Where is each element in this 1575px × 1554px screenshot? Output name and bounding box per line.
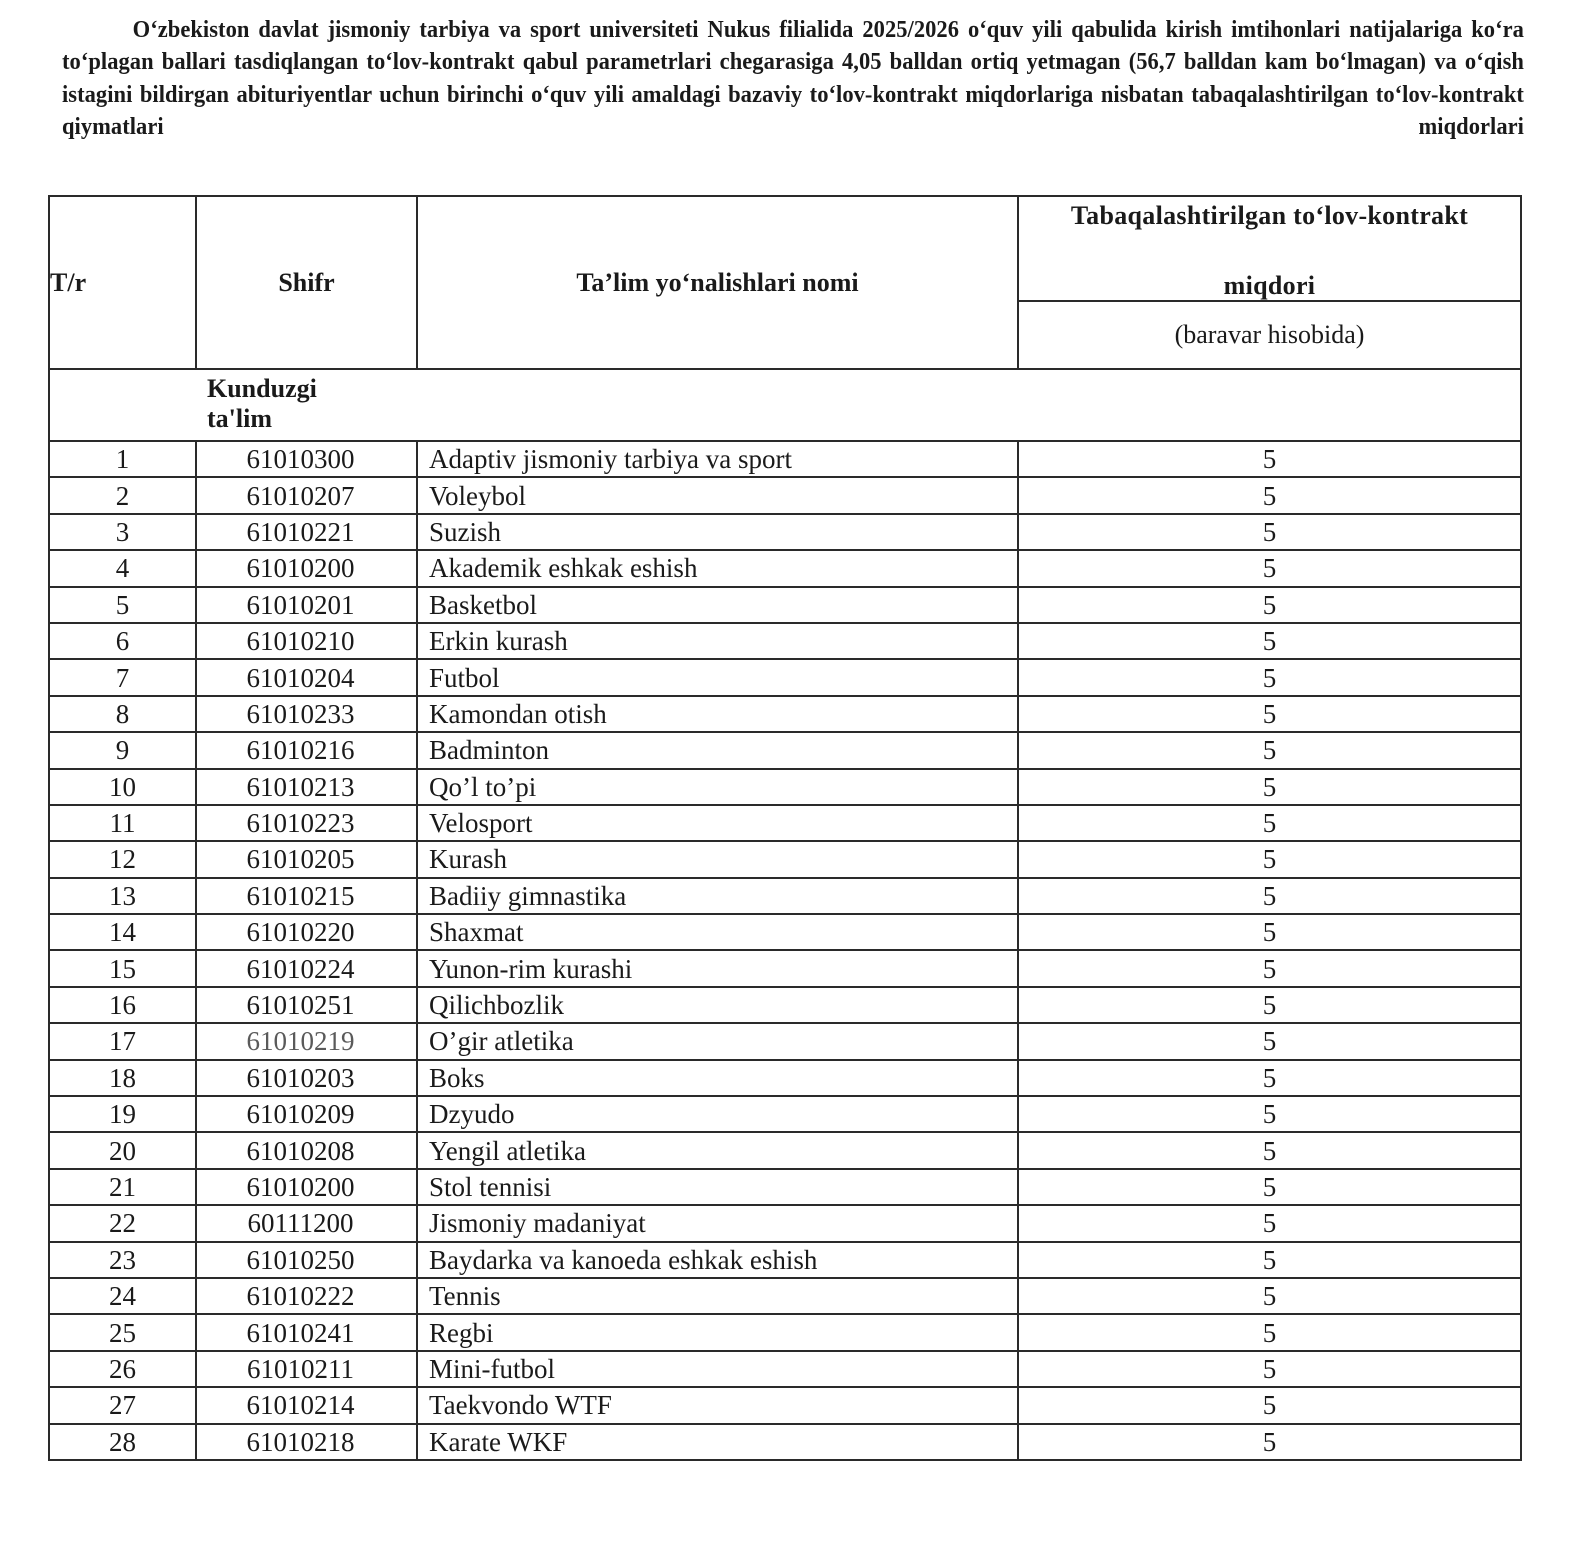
table-row bbox=[49, 623, 1521, 659]
contract-multiplier: 5 bbox=[1018, 1424, 1521, 1460]
program-name: Voleybol bbox=[417, 477, 1018, 513]
contract-multiplier: 5 bbox=[1018, 623, 1521, 659]
program-code: 61010200 bbox=[196, 1169, 417, 1205]
table-row bbox=[49, 1314, 1521, 1350]
contract-multiplier: 5 bbox=[1018, 1278, 1521, 1314]
table-row bbox=[49, 1424, 1521, 1460]
contract-multiplier: 5 bbox=[1018, 1023, 1521, 1059]
program-name: Regbi bbox=[417, 1314, 1018, 1350]
contract-multiplier: 5 bbox=[1018, 514, 1521, 550]
program-name: Mini-futbol bbox=[417, 1351, 1018, 1387]
group-label-line2: ta'lim bbox=[207, 404, 272, 433]
program-name: Qilichbozlik bbox=[417, 987, 1018, 1023]
row-number: 28 bbox=[49, 1424, 196, 1460]
program-name: Tennis bbox=[417, 1278, 1018, 1314]
row-number: 11 bbox=[49, 805, 196, 841]
row-number: 2 bbox=[49, 477, 196, 513]
contract-multiplier: 5 bbox=[1018, 769, 1521, 805]
table-row bbox=[49, 1060, 1521, 1096]
table-header bbox=[49, 196, 1521, 369]
table-row bbox=[49, 914, 1521, 950]
group-empty-cell bbox=[1018, 369, 1521, 441]
row-number: 20 bbox=[49, 1132, 196, 1168]
program-code: 61010215 bbox=[196, 878, 417, 914]
contract-multiplier: 5 bbox=[1018, 841, 1521, 877]
program-name: O’gir atletika bbox=[417, 1023, 1018, 1059]
table-row bbox=[49, 805, 1521, 841]
contract-multiplier: 5 bbox=[1018, 696, 1521, 732]
group-label bbox=[196, 369, 417, 441]
program-name: Futbol bbox=[417, 659, 1018, 695]
row-number: 9 bbox=[49, 732, 196, 768]
program-code: 61010250 bbox=[196, 1242, 417, 1278]
row-number: 15 bbox=[49, 950, 196, 986]
program-code: 61010216 bbox=[196, 732, 417, 768]
program-code: 61010222 bbox=[196, 1278, 417, 1314]
program-code: 61010251 bbox=[196, 987, 417, 1023]
table-row bbox=[49, 696, 1521, 732]
program-code: 61010220 bbox=[196, 914, 417, 950]
row-number: 22 bbox=[49, 1205, 196, 1241]
program-name: Basketbol bbox=[417, 587, 1018, 623]
program-name: Jismoniy madaniyat bbox=[417, 1205, 1018, 1241]
table-row bbox=[49, 1278, 1521, 1314]
row-number: 23 bbox=[49, 1242, 196, 1278]
program-code: 61010233 bbox=[196, 696, 417, 732]
program-code: 61010223 bbox=[196, 805, 417, 841]
table-row bbox=[49, 1096, 1521, 1132]
contract-multiplier: 5 bbox=[1018, 1351, 1521, 1387]
table-row bbox=[49, 587, 1521, 623]
table-row bbox=[49, 987, 1521, 1023]
program-code: 61010214 bbox=[196, 1387, 417, 1423]
header-contract-amount bbox=[1018, 196, 1521, 301]
program-name: Dzyudo bbox=[417, 1096, 1018, 1132]
contract-multiplier: 5 bbox=[1018, 732, 1521, 768]
header-contract-amount-line1: Tabaqalashtirilgan to‘lov-kontrakt bbox=[1070, 201, 1469, 230]
contract-multiplier: 5 bbox=[1018, 587, 1521, 623]
program-name: Kamondan otish bbox=[417, 696, 1018, 732]
program-name: Stol tennisi bbox=[417, 1169, 1018, 1205]
row-number: 27 bbox=[49, 1387, 196, 1423]
program-name: Yengil atletika bbox=[417, 1132, 1018, 1168]
contract-multiplier: 5 bbox=[1018, 1242, 1521, 1278]
contract-multiplier: 5 bbox=[1018, 441, 1521, 477]
program-name: Shaxmat bbox=[417, 914, 1018, 950]
table-row bbox=[49, 732, 1521, 768]
contract-amounts-table bbox=[48, 195, 1522, 1461]
row-number: 24 bbox=[49, 1278, 196, 1314]
row-number: 18 bbox=[49, 1060, 196, 1096]
program-code: 61010210 bbox=[196, 623, 417, 659]
program-name: Suzish bbox=[417, 514, 1018, 550]
group-empty-cell bbox=[49, 369, 196, 441]
row-number: 19 bbox=[49, 1096, 196, 1132]
contract-multiplier: 5 bbox=[1018, 1132, 1521, 1168]
group-row-daytime bbox=[49, 369, 1521, 441]
row-number: 16 bbox=[49, 987, 196, 1023]
program-code: 60111200 bbox=[196, 1205, 417, 1241]
program-name: Akademik eshkak eshish bbox=[417, 550, 1018, 586]
program-name: Erkin kurash bbox=[417, 623, 1018, 659]
contract-multiplier: 5 bbox=[1018, 1314, 1521, 1350]
table-row bbox=[49, 659, 1521, 695]
row-number: 4 bbox=[49, 550, 196, 586]
program-code: 61010221 bbox=[196, 514, 417, 550]
contract-multiplier: 5 bbox=[1018, 950, 1521, 986]
contract-multiplier: 5 bbox=[1018, 1169, 1521, 1205]
table-row bbox=[49, 550, 1521, 586]
row-number: 7 bbox=[49, 659, 196, 695]
row-number: 21 bbox=[49, 1169, 196, 1205]
table-row bbox=[49, 1023, 1521, 1059]
contract-multiplier: 5 bbox=[1018, 1387, 1521, 1423]
header-contract-amount-line2: miqdori bbox=[1223, 271, 1316, 300]
row-number: 17 bbox=[49, 1023, 196, 1059]
program-name: Yunon-rim kurashi bbox=[417, 950, 1018, 986]
contract-multiplier: 5 bbox=[1018, 878, 1521, 914]
row-number: 12 bbox=[49, 841, 196, 877]
table-row bbox=[49, 1205, 1521, 1241]
table-row bbox=[49, 841, 1521, 877]
program-name: Taekvondo WTF bbox=[417, 1387, 1018, 1423]
table-row bbox=[49, 477, 1521, 513]
program-code: 61010224 bbox=[196, 950, 417, 986]
table-row bbox=[49, 1132, 1521, 1168]
contract-multiplier: 5 bbox=[1018, 659, 1521, 695]
contract-multiplier: 5 bbox=[1018, 1205, 1521, 1241]
program-code: 61010207 bbox=[196, 477, 417, 513]
program-code: 61010213 bbox=[196, 769, 417, 805]
contract-multiplier: 5 bbox=[1018, 805, 1521, 841]
header-shifr: Shifr bbox=[196, 196, 417, 369]
contract-multiplier: 5 bbox=[1018, 1096, 1521, 1132]
row-number: 10 bbox=[49, 769, 196, 805]
row-number: 1 bbox=[49, 441, 196, 477]
program-name: Qo’l to’pi bbox=[417, 769, 1018, 805]
program-name: Kurash bbox=[417, 841, 1018, 877]
row-number: 25 bbox=[49, 1314, 196, 1350]
group-label-line1: Kunduzgi bbox=[207, 374, 317, 403]
row-number: 13 bbox=[49, 878, 196, 914]
row-number: 5 bbox=[49, 587, 196, 623]
program-name: Karate WKF bbox=[417, 1424, 1018, 1460]
table-row bbox=[49, 1351, 1521, 1387]
program-name: Boks bbox=[417, 1060, 1018, 1096]
group-empty-cell bbox=[417, 369, 1018, 441]
contract-multiplier: 5 bbox=[1018, 914, 1521, 950]
table-row bbox=[49, 1169, 1521, 1205]
row-number: 8 bbox=[49, 696, 196, 732]
table-row bbox=[49, 878, 1521, 914]
contract-multiplier: 5 bbox=[1018, 550, 1521, 586]
program-code: 61010218 bbox=[196, 1424, 417, 1460]
program-code: 61010200 bbox=[196, 550, 417, 586]
table-row bbox=[49, 1242, 1521, 1278]
document-title: O‘zbekiston davlat jismoniy tarbiya va sport universiteti Nukus filialida 2025/2026 o‘quv yili qabulida kirish imtihonlari natijalariga ko‘ra to‘plagan ballari tasdiqlangan to‘lov-kontrakt qabul parametrlari chegarasiga 4,05 balldan ortiq yetmagan (56,7 balldan kam bo‘lmagan) va o‘qish istagini bildirgan abituriyentlar uchun birinchi o‘quv yili amaldagi bazaviy to‘lov-kontrakt miqdorlariga nisbatan tabaqalashtirilgan to‘lov-kontrakt qiymatlari miqdorlari bbox=[62, 16, 1524, 141]
table-row bbox=[49, 1387, 1521, 1423]
contract-multiplier: 5 bbox=[1018, 477, 1521, 513]
program-code: 61010300 bbox=[196, 441, 417, 477]
row-number: 26 bbox=[49, 1351, 196, 1387]
contract-multiplier: 5 bbox=[1018, 987, 1521, 1023]
contract-multiplier: 5 bbox=[1018, 1060, 1521, 1096]
program-code: 61010219 bbox=[196, 1023, 417, 1059]
program-code: 61010201 bbox=[196, 587, 417, 623]
program-name: Velosport bbox=[417, 805, 1018, 841]
table-body bbox=[49, 369, 1521, 1460]
program-code: 61010208 bbox=[196, 1132, 417, 1168]
program-code: 61010203 bbox=[196, 1060, 417, 1096]
program-name: Baydarka va kanoeda eshkak eshish bbox=[417, 1242, 1018, 1278]
table-row bbox=[49, 950, 1521, 986]
program-code: 61010209 bbox=[196, 1096, 417, 1132]
program-name: Badiiy gimnastika bbox=[417, 878, 1018, 914]
program-name: Adaptiv jismoniy tarbiya va sport bbox=[417, 441, 1018, 477]
program-code: 61010204 bbox=[196, 659, 417, 695]
table-row bbox=[49, 514, 1521, 550]
program-code: 61010211 bbox=[196, 1351, 417, 1387]
row-number: 14 bbox=[49, 914, 196, 950]
row-number: 3 bbox=[49, 514, 196, 550]
program-code: 61010205 bbox=[196, 841, 417, 877]
program-name: Badminton bbox=[417, 732, 1018, 768]
table-row bbox=[49, 441, 1521, 477]
table-row bbox=[49, 769, 1521, 805]
header-tr: T/r bbox=[49, 196, 196, 369]
row-number: 6 bbox=[49, 623, 196, 659]
header-program-name: Ta’lim yo‘nalishlari nomi bbox=[417, 196, 1018, 369]
program-code: 61010241 bbox=[196, 1314, 417, 1350]
header-contract-amount-unit: (baravar hisobida) bbox=[1018, 301, 1521, 369]
